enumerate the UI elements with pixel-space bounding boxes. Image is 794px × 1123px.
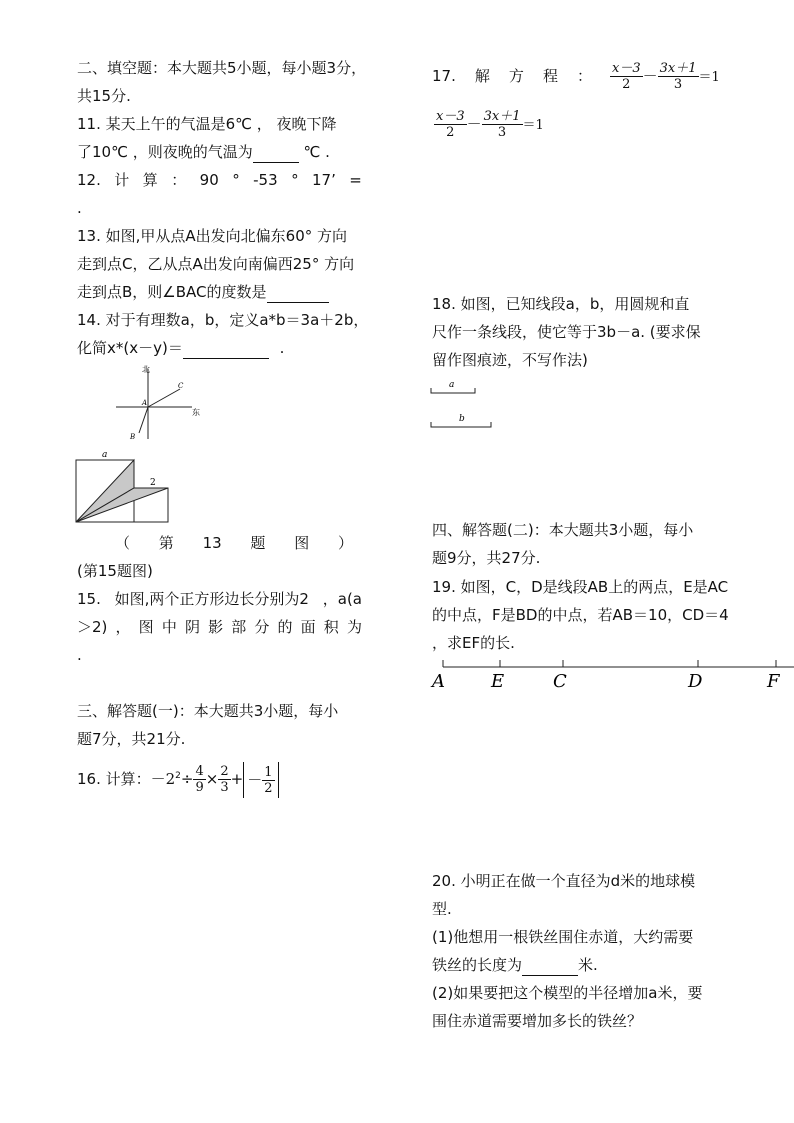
question-18-line1: 18. 如图，已知线段a，b，用圆规和直 [432,295,690,313]
q16-divide: ÷ [180,770,194,788]
q15-part: 为 [346,618,362,636]
q17-fraction-2 [658,61,699,92]
answer-blank-13[interactable] [267,282,329,303]
question-14-end: . [279,339,285,357]
question-14-line2 [77,338,284,359]
point-C-label: C [178,382,184,390]
point-D-label: D [688,671,703,692]
numerator: 4 [195,764,204,779]
q17-part: ： [576,67,592,85]
q15-part: 积 [323,618,339,636]
question-13-line3 [77,282,329,303]
caption-13 [115,533,353,553]
caption-part: 13 [202,534,222,552]
figure-18-segments [428,376,498,432]
caption-part: （ [115,534,131,552]
q12-part: ° [291,171,299,189]
question-17-equation [434,106,544,144]
ray-AC [148,389,180,407]
figure-15-squares [74,448,174,528]
question-15-line2 [77,617,362,637]
q16-fraction-1 [193,764,205,795]
question-20-line6: 围住赤道需要增加多长的铁丝？ [432,1012,643,1030]
q15-part: ， [115,618,131,636]
q12-part: ° [232,171,240,189]
east-label: 东 [192,408,200,417]
q15-part: 中 [161,618,177,636]
numerator: x－3 [612,61,641,76]
figure-13-direction-diagram [112,363,204,441]
numerator: 1 [264,764,273,780]
question-13-line1: 13. 如图,甲从点A出发向北偏东60° 方向 [77,227,348,245]
ray-AB [139,407,148,433]
point-A-label: A [432,671,445,692]
numerator: x－3 [436,109,465,124]
q15-part: 如图,两个正方形边长分别为2 [114,590,309,608]
question-12-line2: . [77,199,82,217]
q15-part: 部 [231,618,247,636]
point-B-label: B [130,433,136,441]
denominator: 3 [497,125,507,140]
question-17-equation-inline [610,58,720,96]
section-3-heading: 三、解答题(一)：本大题共3小题，每小 [77,702,339,720]
segment-b-label: b [459,414,465,424]
point-C-label: C [553,671,567,692]
q12-part: 12. [77,171,101,189]
q17-part: 解 [474,67,490,85]
question-13-line2: 走到点C，乙从点A出发向南偏西25° 方向 [77,255,355,273]
question-16-label: 16. 计算： [77,770,151,788]
point-F-label: F [767,671,780,692]
question-20-line3: (1)他想用一根铁丝围住赤道，大约需要 [432,928,694,946]
side-a-label: a [102,450,108,460]
q16-term: －2 [150,770,176,788]
question-19-line1: 19. 如图，C，D是线段AB上的两点，E是AC [432,578,729,596]
question-19-line3: ，求EF的长. [432,634,515,652]
q12-part: 计 [114,171,130,189]
question-18-line2: 尺作一条线段，使它等于3b－a. (要求保 [432,323,701,341]
answer-blank-20[interactable] [522,955,578,976]
question-17-label [432,66,592,86]
question-19-line2: 的中点，F是BD的中点，若AB＝10，CD＝4 [432,606,729,624]
denominator: 9 [195,780,204,795]
q16-fraction-2 [218,764,230,795]
answer-blank-14[interactable] [183,338,269,359]
north-label: 北 [142,365,150,374]
denominator: 3 [673,77,683,92]
q16-absolute-value [243,762,278,798]
q12-part: 算 [142,171,158,189]
section-3-heading-cont: 题7分，共21分. [77,730,186,748]
q15-part: 图 [138,618,154,636]
q17-fraction-1b [434,109,467,140]
question-20-text: 铁丝的长度为 [432,956,523,974]
q12-part: ： [171,171,187,189]
q12-part: -53 [253,171,278,189]
q15-part: 的 [277,618,293,636]
q17-part: 程 [542,67,558,85]
question-20-line1: 20. 小明正在做一个直径为d米的地球模 [432,872,696,890]
q16-times: × [205,770,219,788]
q15-part: 15. [77,590,101,608]
q17-part: 方 [508,67,524,85]
q15-part: 面 [300,618,316,636]
q12-part: 17’ [312,171,336,189]
caption-part: 第 [158,534,174,552]
q17-fraction-1 [610,61,643,92]
shaded-region [76,460,134,522]
question-11-line1: 11. 某天上午的气温是6℃ ， 夜晚下降 [77,115,337,133]
question-14-line1: 14. 对于有理数a，b，定义a*b＝3a＋2b， [77,311,369,329]
rhs: ＝1 [522,118,544,133]
caption-part: 题 [250,534,266,552]
numerator: 2 [220,764,229,779]
caption-part: ） [337,534,353,552]
operator: － [642,67,658,85]
denominator: 3 [220,780,229,795]
section-2-heading: 二、填空题：本大题共5小题，每小题3分， [77,59,367,77]
q17-part: 17. [432,67,456,85]
denominator: 2 [446,125,455,140]
question-11-unit: ℃ . [303,143,330,161]
question-20-line4 [432,955,598,976]
caption-part: 图 [294,534,310,552]
q15-part: 影 [208,618,224,636]
q12-part: 90 [199,171,219,189]
operator: － [466,115,482,133]
question-15-line1 [77,589,362,609]
point-E-label: E [491,671,505,692]
q15-part: ＞2) [77,618,108,636]
segment-a-label: a [449,380,455,390]
q17-fraction-2b [482,109,523,140]
section-4-heading-cont: 题9分，共27分. [432,549,541,567]
figure-19-segment-diagram [425,656,794,694]
numerator: 3x＋1 [483,109,521,124]
q16-exponent: 2 [175,771,181,781]
question-12-line1 [77,170,362,190]
denominator: 2 [622,77,631,92]
question-15-line3: . [77,646,82,664]
q12-part: = [349,171,362,189]
section-4-heading: 四、解答题(二)：本大题共3小题，每小 [432,521,694,539]
q16-abs-minus: － [247,770,263,789]
q15-part: ，a(a [322,590,362,608]
question-11-text: 了10℃ ，则夜晚的气温为 [77,143,253,161]
section-2-heading-cont: 共15分. [77,87,131,105]
side-2-label: 2 [150,478,156,488]
q16-plus: + [230,770,244,788]
numerator: 3x＋1 [659,61,697,76]
rhs: ＝1 [698,70,720,85]
question-16 [77,758,279,794]
question-20-line2: 型. [432,900,452,918]
denominator: 2 [264,780,273,796]
question-18-line3: 留作图痕迹，不写作法) [432,351,588,369]
question-11-line2 [77,142,330,163]
question-13-text: 走到点B，则∠BAC的度数是 [77,283,267,301]
q16-fraction-3 [262,765,274,796]
q15-part: 分 [254,618,270,636]
q15-part: 阴 [184,618,200,636]
question-20-unit: 米. [578,956,598,974]
point-A-label: A [142,399,148,407]
question-20-line5: (2)如果要把这个模型的半径增加a米，要 [432,984,703,1002]
answer-blank-11[interactable] [253,142,299,163]
caption-15: (第15题图) [77,562,153,580]
question-14-text: 化简x*(x－y)＝ [77,339,183,357]
